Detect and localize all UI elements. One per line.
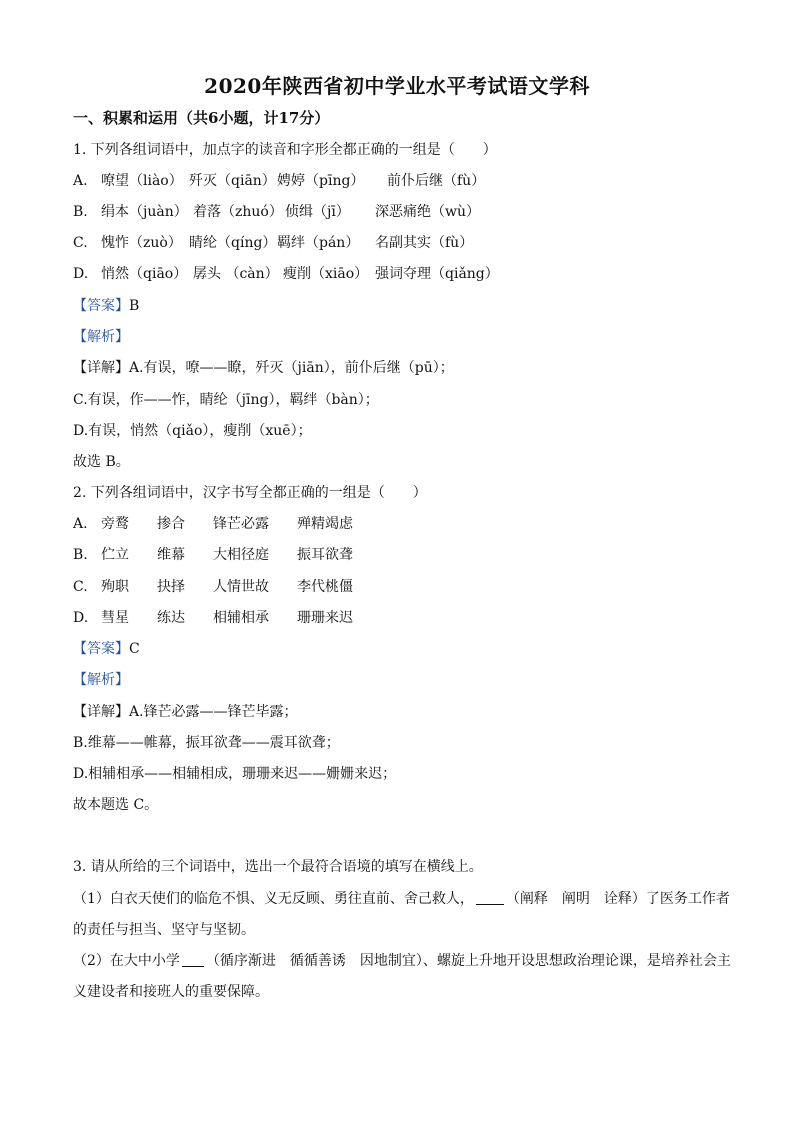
section-heading: 一、积累和运用（共6小题，计17分） xyxy=(73,109,330,127)
detail-text: A.锋芒必露——锋芒毕露； xyxy=(129,704,298,720)
q1-option-c xyxy=(73,233,473,253)
option-item: 抉择 xyxy=(157,579,185,595)
q1-option-a xyxy=(73,171,485,191)
q1-detail-line: C.有误，作——怍，睛纶（jīng），羁绊（bàn）； xyxy=(73,392,379,408)
q3-item-2-continued: 义建设者和接班人的重要保障。 xyxy=(73,984,269,1000)
option-label: A. xyxy=(73,173,88,189)
answer-tag: 【答案】 xyxy=(73,298,129,314)
answer-tag: 【答案】 xyxy=(73,641,129,657)
q2-analysis xyxy=(73,670,129,690)
detail-tag: 【详解】 xyxy=(73,704,129,720)
option-item: 悄然（qiāo） xyxy=(101,266,188,282)
option-label: C. xyxy=(73,579,88,595)
option-item: 练达 xyxy=(157,610,185,626)
q3-item-2-text: （2）在大中小学 xyxy=(73,953,180,969)
option-label: A. xyxy=(73,516,88,532)
option-item: 殚精竭虑 xyxy=(297,516,353,532)
q2-detail-line xyxy=(73,702,298,722)
option-item: 睛纶（qíng） xyxy=(189,235,277,251)
option-label: D. xyxy=(73,610,89,626)
answer-value: B xyxy=(129,298,140,314)
q2-option-b xyxy=(73,545,353,565)
q2-option-a xyxy=(73,514,353,534)
option-item: 大相径庭 xyxy=(213,547,269,563)
q1-detail-line: D.有误，悄然（qiǎo），瘦削（xuē）； xyxy=(73,423,312,439)
option-item: 伫立 xyxy=(101,547,129,563)
option-item: 掺合 xyxy=(157,516,185,532)
option-label: C. xyxy=(73,235,88,251)
option-item: 维幕 xyxy=(157,547,185,563)
question-1-stem: 1. 下列各组词语中，加点字的读音和字形全都正确的一组是（ ） xyxy=(73,142,497,158)
q1-conclusion: 故选 B。 xyxy=(73,454,130,470)
option-item: 孱头 （càn） xyxy=(193,266,279,282)
option-item: 羁绊（pán） xyxy=(277,235,360,251)
q2-option-c xyxy=(73,577,353,597)
q3-item-2-choices: （循序渐进 循循善诱 因地制宜）、螺旋上升地开设思想政治理论课，是培养社会主 xyxy=(205,953,731,969)
option-item: 着落（zhuó） xyxy=(193,204,283,220)
option-item: 深恶痛绝（wù） xyxy=(375,204,480,220)
question-3-stem: 3. 请从所给的三个词语中，选出一个最符合语境的填写在横线上。 xyxy=(73,859,483,875)
option-item: 强词夺理（qiǎng） xyxy=(375,266,499,282)
option-item: 旁鹜 xyxy=(101,516,129,532)
q2-option-d xyxy=(73,608,353,628)
fill-blank[interactable] xyxy=(182,952,204,967)
analysis-tag: 【解析】 xyxy=(73,672,129,688)
option-label: B. xyxy=(73,547,88,563)
q3-item-1 xyxy=(73,889,730,909)
q3-item-2 xyxy=(73,951,731,971)
option-item: 绢本（juàn） xyxy=(101,204,188,220)
option-item: 嘹望（liào） xyxy=(101,173,183,189)
q1-answer xyxy=(73,296,139,316)
answer-value: C xyxy=(129,641,140,657)
option-item: 前仆后继（fù） xyxy=(387,173,486,189)
q3-item-1-text: （1）白衣天使们的临危不惧、义无反顾、勇往直前、舍己救人， xyxy=(73,891,474,907)
option-item: 歼灭（qiān） xyxy=(189,173,276,189)
option-item: 人情世故 xyxy=(213,579,269,595)
q2-detail-line: D.相辅相承——相辅相成，珊珊来迟——姗姗来迟； xyxy=(73,766,397,782)
question-2-stem: 2. 下列各组词语中，汉字书写全都正确的一组是（ ） xyxy=(73,485,427,501)
q2-answer xyxy=(73,639,140,659)
option-item: 愧怍（zuò） xyxy=(101,235,182,251)
q1-option-b xyxy=(73,202,480,222)
option-item: 珊珊来迟 xyxy=(297,610,353,626)
q1-option-d xyxy=(73,264,499,284)
option-item: 侦缉（jī） xyxy=(285,204,350,220)
option-item: 名副其实（fù） xyxy=(375,235,474,251)
q2-conclusion: 故本题选 C。 xyxy=(73,797,159,813)
q2-detail-line: B.维幕——帷幕，振耳欲聋——震耳欲聋； xyxy=(73,735,340,751)
page-title: 2020年陕西省初中学业水平考试语文学科 xyxy=(204,74,590,98)
q3-item-1-choices: （阐释 阐明 诠释）了医务工作者 xyxy=(505,891,730,907)
option-item: 彗星 xyxy=(101,610,129,626)
q1-detail-line xyxy=(73,358,454,378)
analysis-tag: 【解析】 xyxy=(73,329,129,345)
option-item: 瘦削（xiāo） xyxy=(283,266,369,282)
option-item: 李代桃僵 xyxy=(297,579,353,595)
option-item: 振耳欲聋 xyxy=(297,547,353,563)
q1-analysis xyxy=(73,327,129,347)
option-label: D. xyxy=(73,266,89,282)
detail-text: A.有误，嘹——瞭，歼灭（jiān），前仆后继（pū）； xyxy=(129,360,454,376)
option-item: 殉职 xyxy=(101,579,129,595)
option-item: 锋芒必露 xyxy=(213,516,269,532)
fill-blank[interactable] xyxy=(476,890,504,905)
detail-tag: 【详解】 xyxy=(73,360,129,376)
option-label: B. xyxy=(73,204,88,220)
q3-item-1-continued: 的责任与担当、坚守与坚韧。 xyxy=(73,922,255,938)
option-item: 相辅相承 xyxy=(213,610,269,626)
option-item: 娉婷（pīng） xyxy=(277,173,365,189)
